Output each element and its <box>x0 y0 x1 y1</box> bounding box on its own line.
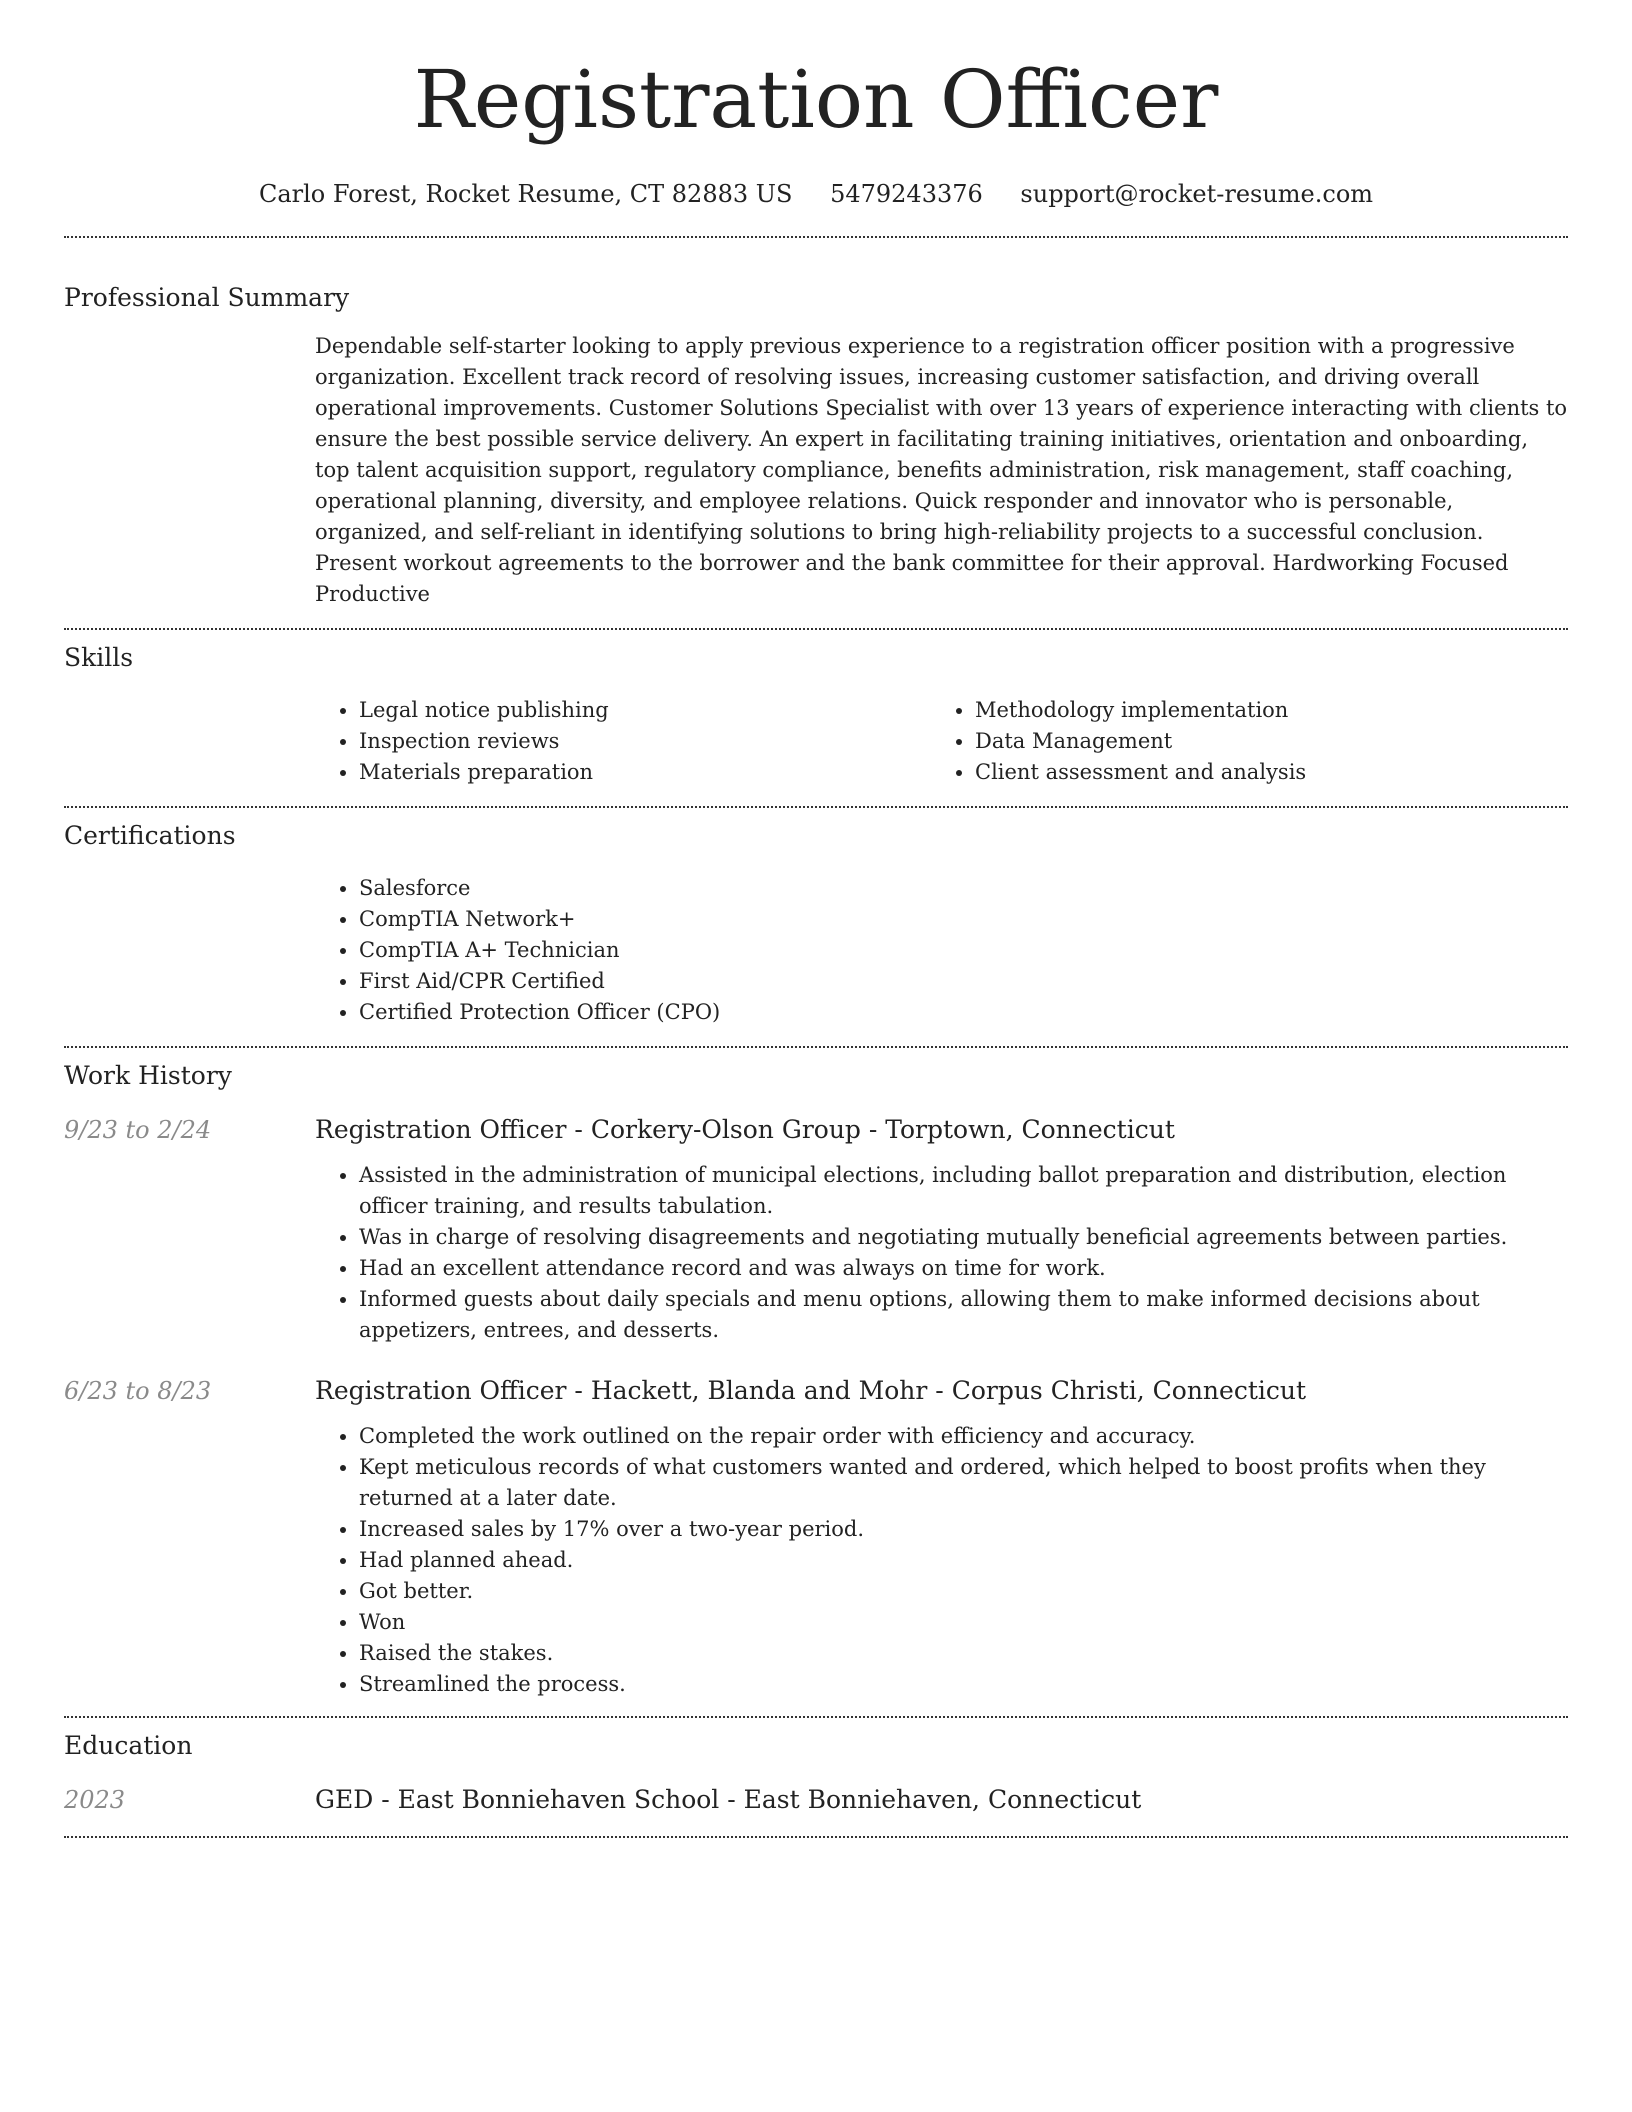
education-year: 2023 <box>64 1786 126 1814</box>
skills-list-left <box>315 695 931 788</box>
job-entry <box>64 1114 1568 1346</box>
summary-section <box>64 238 1568 610</box>
job-bullet: • Had an excellent attendance record and was always on time for work. <box>359 1253 1568 1284</box>
contact-address: Carlo Forest, Rocket Resume, CT 82883 US <box>258 180 793 208</box>
job-bullets <box>315 1421 1568 1700</box>
job-bullet: • Raised the stakes. <box>359 1638 1568 1669</box>
skills-list-right <box>931 695 1568 788</box>
education-heading: GED - East Bonniehaven School - East Bonniehaven, Connecticut <box>315 1785 1142 1814</box>
skills-section <box>64 630 1568 788</box>
job-bullet: • Informed guests about daily specials and menu options, allowing them to make informed decisions about appetizers, entrees, and desserts. <box>359 1284 1568 1346</box>
contact-email: support@rocket-resume.com <box>1020 180 1374 208</box>
resume-header <box>64 0 1568 210</box>
skill-item: • Materials preparation <box>359 757 931 788</box>
certifications-list <box>315 873 1568 1028</box>
job-bullet: • Streamlined the process. <box>359 1669 1568 1700</box>
job-heading: Registration Officer - Corkery-Olson Group - Torptown, Connecticut <box>315 1115 1175 1144</box>
job-bullet: • Increased sales by 17% over a two-year period. <box>359 1514 1568 1545</box>
certification-item: • Certified Protection Officer (CPO) <box>359 997 1568 1028</box>
job-bullet: • Got better. <box>359 1576 1568 1607</box>
job-entry <box>64 1375 1568 1700</box>
contact-line <box>64 178 1568 210</box>
divider <box>64 1836 1568 1838</box>
job-bullet: • Won <box>359 1607 1568 1638</box>
job-heading: Registration Officer - Hackett, Blanda and Mohr - Corpus Christi, Connecticut <box>315 1376 1307 1405</box>
section-title-education: Education <box>64 1731 193 1760</box>
section-title-summary: Professional Summary <box>64 283 350 312</box>
certification-item: • CompTIA A+ Technician <box>359 935 1568 966</box>
job-bullet: • Was in charge of resolving disagreements and negotiating mutually beneficial agreements between parties. <box>359 1222 1568 1253</box>
certification-item: • First Aid/CPR Certified <box>359 966 1568 997</box>
section-title-certifications: Certifications <box>64 821 236 850</box>
certification-item: • Salesforce <box>359 873 1568 904</box>
job-bullet: • Kept meticulous records of what customers wanted and ordered, which helped to boost profits when they returned at a later date. <box>359 1452 1568 1514</box>
resume-title: Registration Officer <box>413 53 1219 146</box>
education-entry <box>64 1784 1568 1816</box>
job-bullet: • Completed the work outlined on the repair order with efficiency and accuracy. <box>359 1421 1568 1452</box>
work-history-section <box>64 1048 1568 1700</box>
education-section <box>64 1718 1568 1816</box>
certifications-section <box>64 808 1568 1028</box>
contact-phone: 5479243376 <box>830 180 983 208</box>
job-bullet: • Assisted in the administration of municipal elections, including ballot preparation and distribution, election officer training, and results tabulation. <box>359 1160 1568 1222</box>
job-bullet: • Had planned ahead. <box>359 1545 1568 1576</box>
job-dates: 9/23 to 2/24 <box>64 1116 212 1144</box>
section-title-work-history: Work History <box>64 1061 232 1090</box>
certification-item: • CompTIA Network+ <box>359 904 1568 935</box>
section-title-skills: Skills <box>64 643 134 672</box>
skill-item: • Inspection reviews <box>359 726 931 757</box>
job-dates: 6/23 to 8/23 <box>64 1377 212 1405</box>
summary-text: Dependable self-starter looking to apply previous experience to a registration officer position with a progressive organization. Excellent track record of resolving issues, increasing customer satisfaction, and driving overall operational improvements. Customer Solutions Specialist with over 13 years of experience interacting with clients to ensure the best possible service delivery. An expert in facilitating training initiatives, orientation and onboarding, top talent acquisition support, regulatory compliance, benefits administration, risk management, staff coaching, operational planning, diversity, and employee relations. Quick responder and innovator who is personable, organized, and self-reliant in identifying solutions to bring high-reliability projects to a successful conclusion. Present workout agreements to the borrower and the bank committee for their approval. Hardworking Focused Productive <box>315 334 1568 606</box>
skill-item: • Methodology implementation <box>975 695 1568 726</box>
job-bullets <box>315 1160 1568 1346</box>
skill-item: • Client assessment and analysis <box>975 757 1568 788</box>
skill-item: • Data Management <box>975 726 1568 757</box>
skill-item: • Legal notice publishing <box>359 695 931 726</box>
